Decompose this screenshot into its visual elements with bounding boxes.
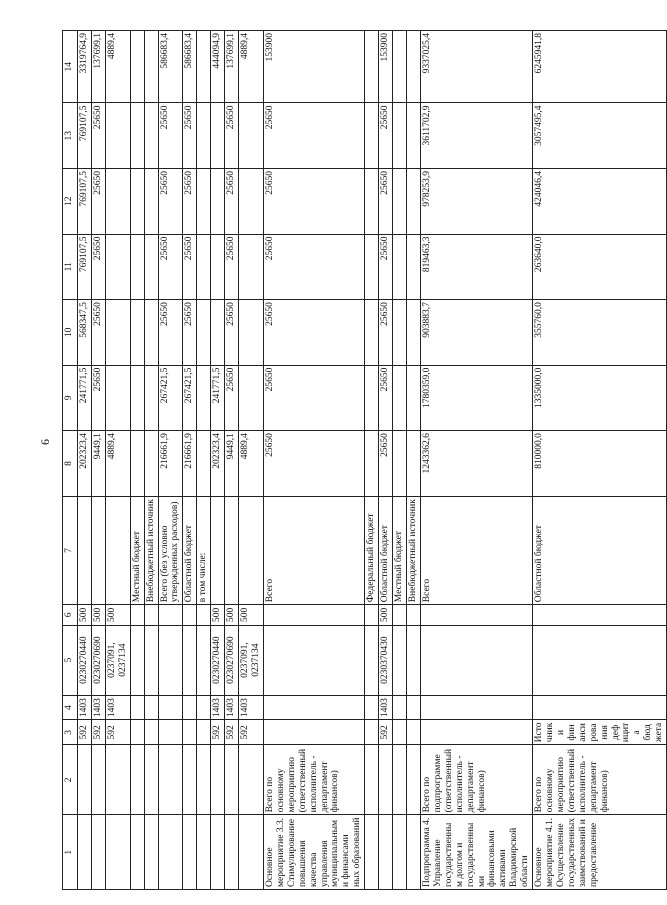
table-cell-c2 [197, 745, 211, 815]
table-row [406, 31, 420, 890]
table-cell-v10: 25650 [225, 300, 239, 366]
table-cell-c4: 1403 [225, 695, 239, 720]
table-cell-v8: 25650 [379, 431, 393, 497]
table-cell-v9: 25650 [225, 365, 239, 431]
table-cell-c3 [263, 720, 364, 745]
table-cell-v12: 978253,9 [420, 168, 532, 234]
table-cell-v10 [197, 300, 211, 366]
table-row [420, 31, 532, 890]
table-cell-v11 [393, 234, 407, 300]
table-cell-c2 [225, 745, 239, 815]
table-cell-v11 [130, 234, 144, 300]
table-cell-c4 [365, 695, 379, 720]
table-row [365, 31, 379, 890]
table-cell-c5: 0230270440 [211, 625, 225, 695]
table-cell-v10: 25650 [91, 300, 105, 366]
table-cell-c4: 1403 [105, 695, 130, 720]
table-cell-c4 [406, 695, 420, 720]
table-cell-v13 [393, 103, 407, 169]
table-cell-v13: 25650 [263, 103, 364, 169]
header-cell: 6 [63, 605, 78, 625]
table-cell-c1 [78, 815, 92, 890]
table-cell-v11 [211, 234, 225, 300]
table-cell-c7 [105, 496, 130, 605]
table-cell-c1 [144, 815, 158, 890]
header-cell: 3 [63, 720, 78, 745]
table-cell-c5 [158, 625, 183, 695]
table-cell-c4 [158, 695, 183, 720]
table-cell-c7: Всего [263, 496, 364, 605]
table-cell-v13: 25650 [225, 103, 239, 169]
table-cell-v9 [130, 365, 144, 431]
header-cell: 1 [63, 815, 78, 890]
table-cell-c1 [211, 815, 225, 890]
table-cell-v12 [365, 168, 379, 234]
table-cell-v12: 769107,5 [78, 168, 92, 234]
table-cell-v11: 819463,3 [420, 234, 532, 300]
table-cell-c4 [183, 695, 197, 720]
table-cell-v11: 263640,0 [533, 234, 667, 300]
table-cell-v9: 1780359,0 [420, 365, 532, 431]
table-cell-c2 [78, 745, 92, 815]
table-cell-v13 [130, 103, 144, 169]
table-cell-c1 [105, 815, 130, 890]
table-cell-v12 [393, 168, 407, 234]
table-cell-v10 [130, 300, 144, 366]
table-row [183, 31, 197, 890]
table-cell-c6: 500 [239, 605, 264, 625]
table-cell-c6: 500 [211, 605, 225, 625]
table-cell-c4 [144, 695, 158, 720]
table-cell-c7: Всего [420, 496, 532, 605]
table-cell-v10 [365, 300, 379, 366]
table-cell-c2 [406, 745, 420, 815]
table-cell-c7 [211, 496, 225, 605]
table-cell-v9 [393, 365, 407, 431]
table-cell-v14: 153900 [379, 31, 393, 103]
table-cell-c2 [211, 745, 225, 815]
table-cell-c6 [406, 605, 420, 625]
table-cell-c2 [158, 745, 183, 815]
table-cell-v11: 25650 [183, 234, 197, 300]
table-cell-c6 [420, 605, 532, 625]
table-cell-v12 [130, 168, 144, 234]
table-cell-c6: 500 [91, 605, 105, 625]
table-cell-c6: 500 [379, 605, 393, 625]
table-cell-c4: 1403 [78, 695, 92, 720]
table-cell-v13: 3057495,4 [533, 103, 667, 169]
table-cell-v14 [130, 31, 144, 103]
table-cell-v10 [406, 300, 420, 366]
table-cell-v13 [105, 103, 130, 169]
table-cell-v11 [406, 234, 420, 300]
table-cell-v12: 25650 [158, 168, 183, 234]
table-cell-v8 [144, 431, 158, 497]
table-cell-v8 [365, 431, 379, 497]
table-cell-c6 [365, 605, 379, 625]
table-cell-c3: 592 [91, 720, 105, 745]
table-cell-v9 [144, 365, 158, 431]
table-cell-v14 [144, 31, 158, 103]
table-cell-v14 [393, 31, 407, 103]
table-cell-c5: 0230270690 [225, 625, 239, 695]
table-row [533, 31, 667, 890]
table-cell-c7: в том числе: [197, 496, 211, 605]
table-cell-v10 [144, 300, 158, 366]
table-cell-c3 [393, 720, 407, 745]
table-cell-v12 [211, 168, 225, 234]
table-cell-v9: 1335000,0 [533, 365, 667, 431]
table-cell-v12 [197, 168, 211, 234]
table-cell-v8: 810000,0 [533, 431, 667, 497]
table-cell-c7: Областной бюджет [379, 496, 393, 605]
table-cell-c4 [533, 695, 667, 720]
table-cell-c1: Подпрограмма 4. Управление государственным долгом и государственными финансовыми активами Владимирской области [420, 815, 532, 890]
table-cell-c3: 592 [211, 720, 225, 745]
table-cell-v12: 25650 [379, 168, 393, 234]
table-cell-c4 [130, 695, 144, 720]
table-cell-v8: 202323,4 [78, 431, 92, 497]
table-row [78, 31, 92, 890]
table-row [91, 31, 105, 890]
table-cell-v11 [365, 234, 379, 300]
table-cell-c4 [393, 695, 407, 720]
table-cell-v14 [197, 31, 211, 103]
table-cell-c1 [406, 815, 420, 890]
table-cell-v12 [105, 168, 130, 234]
budget-table-sheet [62, 30, 665, 890]
table-cell-v13 [211, 103, 225, 169]
header-cell: 8 [63, 431, 78, 497]
table-cell-v13: 25650 [183, 103, 197, 169]
table-cell-v9 [365, 365, 379, 431]
table-cell-c2 [239, 745, 264, 815]
header-cell: 5 [63, 625, 78, 695]
table-cell-c1: Основное мероприятие 3.3. Стимулирование повышения качества управления муниципальными финансами ных образований [263, 815, 364, 890]
table-cell-v9: 25650 [91, 365, 105, 431]
table-cell-v12 [406, 168, 420, 234]
table-cell-v13: 25650 [158, 103, 183, 169]
table-cell-c5: 0230270690 [91, 625, 105, 695]
table-cell-c2 [365, 745, 379, 815]
table-cell-c2 [130, 745, 144, 815]
table-cell-v9: 25650 [379, 365, 393, 431]
table-cell-c3 [406, 720, 420, 745]
table-cell-v11: 25650 [263, 234, 364, 300]
table-cell-v13 [239, 103, 264, 169]
table-cell-c3 [420, 720, 532, 745]
table-row [105, 31, 130, 890]
header-cell: 2 [63, 745, 78, 815]
table-row [393, 31, 407, 890]
header-cell: 13 [63, 103, 78, 169]
table-cell-v14: 153900 [263, 31, 364, 103]
table-cell-c5: 0230270440 [78, 625, 92, 695]
table-cell-v12: 25650 [91, 168, 105, 234]
table-cell-v13 [365, 103, 379, 169]
table-cell-v8 [197, 431, 211, 497]
table-cell-v14: 4889,4 [239, 31, 264, 103]
table-cell-c3 [365, 720, 379, 745]
table-cell-v14: 137699,1 [225, 31, 239, 103]
table-cell-c4: 1403 [211, 695, 225, 720]
table-cell-v13 [406, 103, 420, 169]
table-cell-v11: 25650 [158, 234, 183, 300]
table-cell-c2 [183, 745, 197, 815]
table-cell-c4 [420, 695, 532, 720]
table-cell-v8: 216661,9 [158, 431, 183, 497]
table-cell-v14 [406, 31, 420, 103]
table-cell-c6 [533, 605, 667, 625]
table-row [130, 31, 144, 890]
table-cell-c7: Всего (без условно утвержденных расходов) [158, 496, 183, 605]
table-cell-c5: 0237091, 0237134 [239, 625, 264, 695]
table-cell-c6 [393, 605, 407, 625]
table-cell-c4: 1403 [239, 695, 264, 720]
table-cell-v14: 586683,4 [183, 31, 197, 103]
table-row [144, 31, 158, 890]
table-cell-v14: 137699,1 [91, 31, 105, 103]
table-cell-v13: 25650 [379, 103, 393, 169]
table-cell-c1: Основное мероприятие 4.1. Осуществление государственных заимствований и предоставление [533, 815, 667, 890]
table-cell-v8: 202323,4 [211, 431, 225, 497]
table-cell-v12 [239, 168, 264, 234]
table-cell-c1 [393, 815, 407, 890]
table-cell-c7: Федеральный бюджет [365, 496, 379, 605]
table-cell-v12: 25650 [263, 168, 364, 234]
table-cell-v12: 25650 [183, 168, 197, 234]
table-cell-v8: 9449,1 [91, 431, 105, 497]
table-cell-c5 [406, 625, 420, 695]
table-cell-c5 [533, 625, 667, 695]
table-cell-c5 [365, 625, 379, 695]
table-cell-c6 [183, 605, 197, 625]
table-cell-c5: 0237091, 0237134 [105, 625, 130, 695]
table-cell-c3: 592 [78, 720, 92, 745]
table-cell-v9 [406, 365, 420, 431]
table-cell-c2 [393, 745, 407, 815]
header-cell: 4 [63, 695, 78, 720]
table-cell-c2 [144, 745, 158, 815]
table-cell-v10 [105, 300, 130, 366]
table-row [379, 31, 393, 890]
table-cell-c7: Областной бюджет [183, 496, 197, 605]
table-cell-c3: 592 [379, 720, 393, 745]
header-cell: 14 [63, 31, 78, 103]
table-cell-c6 [158, 605, 183, 625]
table-cell-v8: 25650 [263, 431, 364, 497]
table-cell-v14: 3319764,9 [78, 31, 92, 103]
table-cell-v10 [393, 300, 407, 366]
table-cell-v11 [105, 234, 130, 300]
table-cell-c6: 500 [78, 605, 92, 625]
table-cell-v8: 9449,1 [225, 431, 239, 497]
table-cell-v11: 25650 [225, 234, 239, 300]
table-cell-v13: 3611702,9 [420, 103, 532, 169]
table-cell-c5 [130, 625, 144, 695]
table-cell-v9: 241771,5 [211, 365, 225, 431]
table-cell-v10 [239, 300, 264, 366]
table-cell-c5 [393, 625, 407, 695]
table-cell-v14: 4889,4 [105, 31, 130, 103]
table-cell-v14: 9337025,4 [420, 31, 532, 103]
table-cell-v10: 25650 [379, 300, 393, 366]
table-cell-c2: Всего по подпрограмме (ответственный исполнитель - департамент финансов) [420, 745, 532, 815]
table-cell-c3 [183, 720, 197, 745]
table-cell-v10: 903883,7 [420, 300, 532, 366]
table-cell-v10: 25650 [158, 300, 183, 366]
table-cell-c1 [130, 815, 144, 890]
table-cell-c6: 500 [225, 605, 239, 625]
table-cell-c3 [197, 720, 211, 745]
table-cell-c3: 592 [105, 720, 130, 745]
table-cell-c6 [144, 605, 158, 625]
table-cell-v8 [393, 431, 407, 497]
table-cell-c3: Источники финансирования дефицита бюджета [533, 720, 667, 745]
table-cell-v9: 267421,5 [183, 365, 197, 431]
table-cell-c7: Внебюджетный источник [144, 496, 158, 605]
table-cell-v11 [197, 234, 211, 300]
header-cell: 9 [63, 365, 78, 431]
table-cell-c2 [379, 745, 393, 815]
table-row [225, 31, 239, 890]
table-cell-c1 [91, 815, 105, 890]
table-cell-c2: Всего по основному мероприятию (ответственный исполнитель - департамент финансов) [263, 745, 364, 815]
table-cell-c3 [144, 720, 158, 745]
table-row [239, 31, 264, 890]
table-cell-c2 [91, 745, 105, 815]
table-cell-v8: 4889,4 [105, 431, 130, 497]
table-cell-c4 [197, 695, 211, 720]
table-cell-v13: 769107,5 [78, 103, 92, 169]
header-row [63, 31, 78, 890]
table-cell-c1 [365, 815, 379, 890]
table-cell-c5 [183, 625, 197, 695]
table-cell-c7 [239, 496, 264, 605]
table-cell-v11 [144, 234, 158, 300]
table-cell-v14 [365, 31, 379, 103]
table-cell-c6 [130, 605, 144, 625]
table-cell-v10: 25650 [263, 300, 364, 366]
table-row [263, 31, 364, 890]
table-cell-v12: 25650 [225, 168, 239, 234]
table-cell-c5 [144, 625, 158, 695]
table-cell-c1 [239, 815, 264, 890]
table-cell-c1 [225, 815, 239, 890]
table-cell-c3 [130, 720, 144, 745]
table-cell-c6 [263, 605, 364, 625]
table-cell-c2 [105, 745, 130, 815]
table-cell-c3: 592 [239, 720, 264, 745]
table-row [158, 31, 183, 890]
table-cell-v8: 1243362,6 [420, 431, 532, 497]
table-cell-v10: 355760,0 [533, 300, 667, 366]
page-number: 6 [38, 439, 52, 445]
table-cell-c7: Внебюджетный источник [406, 496, 420, 605]
table-row [197, 31, 211, 890]
table-cell-v14: 6245941,8 [533, 31, 667, 103]
table-row [211, 31, 225, 890]
table-cell-c3: 592 [225, 720, 239, 745]
table-cell-v13 [144, 103, 158, 169]
table-cell-c6: 500 [105, 605, 130, 625]
table-cell-c7 [225, 496, 239, 605]
table-cell-c7: Местный бюджет [393, 496, 407, 605]
table-cell-c3 [158, 720, 183, 745]
table-cell-v13: 25650 [91, 103, 105, 169]
header-cell: 10 [63, 300, 78, 366]
table-cell-v10 [211, 300, 225, 366]
table-cell-c2: Всего по основному мероприятию (ответственный исполнитель - департамент финансов) [533, 745, 667, 815]
header-cell: 12 [63, 168, 78, 234]
table-cell-c6 [197, 605, 211, 625]
table-cell-v8 [406, 431, 420, 497]
table-cell-c5: 0230370430 [379, 625, 393, 695]
table-cell-v9: 25650 [263, 365, 364, 431]
header-cell: 11 [63, 234, 78, 300]
budget-table [62, 30, 667, 890]
table-cell-v10: 25650 [183, 300, 197, 366]
table-cell-v8: 216661,9 [183, 431, 197, 497]
table-cell-v9: 267421,5 [158, 365, 183, 431]
table-cell-c7: Областной бюджет [533, 496, 667, 605]
table-cell-v11: 25650 [379, 234, 393, 300]
table-cell-c5 [263, 625, 364, 695]
table-cell-v14: 444094,9 [211, 31, 225, 103]
table-cell-c7: Местный бюджет [130, 496, 144, 605]
table-cell-c1 [158, 815, 183, 890]
table-cell-c5 [420, 625, 532, 695]
table-cell-v9 [239, 365, 264, 431]
header-cell: 7 [63, 496, 78, 605]
table-cell-v10: 568347,5 [78, 300, 92, 366]
table-cell-c1 [379, 815, 393, 890]
table-cell-v14: 586683,4 [158, 31, 183, 103]
table-cell-c4: 1403 [91, 695, 105, 720]
table-cell-c1 [197, 815, 211, 890]
table-cell-v9 [105, 365, 130, 431]
table-cell-c7 [78, 496, 92, 605]
table-cell-v9 [197, 365, 211, 431]
table-cell-v12 [144, 168, 158, 234]
table-cell-v11: 25650 [91, 234, 105, 300]
table-cell-v11: 769107,5 [78, 234, 92, 300]
table-cell-v13 [197, 103, 211, 169]
table-cell-c4: 1403 [379, 695, 393, 720]
table-cell-v8 [130, 431, 144, 497]
table-cell-c1 [183, 815, 197, 890]
table-cell-c7 [91, 496, 105, 605]
table-cell-c5 [197, 625, 211, 695]
table-cell-v12: 424046,4 [533, 168, 667, 234]
table-cell-c4 [263, 695, 364, 720]
table-cell-v8: 4889,4 [239, 431, 264, 497]
table-cell-v9: 241771,5 [78, 365, 92, 431]
table-cell-v11 [239, 234, 264, 300]
